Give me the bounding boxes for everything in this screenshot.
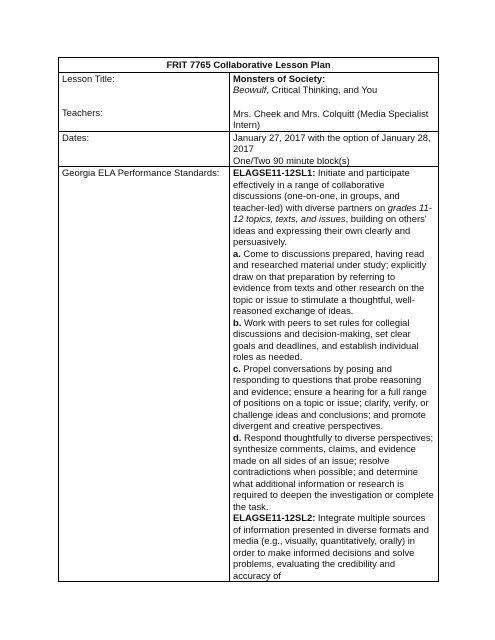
- lesson-title-value: Monsters of Society:: [233, 72, 326, 84]
- lesson-plan-table: [58, 57, 439, 582]
- standard-item: [233, 432, 435, 513]
- standards-value-cell: [230, 167, 439, 582]
- dates-line-2: One/Two 90 minute block(s): [233, 154, 350, 166]
- standards-label: Georgia ELA Performance Standards:: [59, 167, 230, 582]
- standard-item: [233, 317, 435, 363]
- lesson-subtitle: [233, 84, 435, 96]
- lesson-title-label: Lesson Title:: [62, 72, 115, 84]
- standard-sl1: [233, 167, 435, 248]
- teachers-value: Mrs. Cheek and Mrs. Colquitt (Media Specialist Intern): [233, 107, 429, 130]
- lesson-title-value-cell: [230, 72, 439, 131]
- dates-label: Dates:: [59, 131, 230, 167]
- title-row: [59, 58, 439, 73]
- lesson-subtitle-rest: , Critical Thinking, and You: [266, 84, 378, 95]
- dates-row: [59, 131, 439, 167]
- lesson-title-row: [59, 72, 439, 131]
- standard-item-text: Respond thoughtfully to diverse perspectives; synthesize comments, claims, and evidence made on all sides of an issue; resolve contradictions when possible; and determine what additional information or research is required to deepen the investigation or complete the task.: [233, 431, 434, 512]
- standard-sl1-text-italic: grades 11-12 topics, texts, and issues: [233, 201, 432, 224]
- standard-item-text: Propel conversations by posing and responding to questions that probe reasoning and evidence; ensure a hearing for a full range of positions on a topic or issue; clarify, verify, or challenge ideas and conclusions; and promote divergent and creative perspectives.: [233, 362, 429, 431]
- standards-row: [59, 167, 439, 582]
- standard-sl1-text-a: Initiate and participate effectively in a range of collaborative discussions (one-on-one, in groups, and teacher-led) with diverse partners on: [233, 167, 410, 213]
- standard-item-letter: b.: [233, 316, 242, 328]
- standard-item: [233, 248, 435, 317]
- standard-sl2: [233, 512, 435, 581]
- lesson-work-title: Beowulf: [233, 84, 267, 95]
- table-title: FRIT 7765 Collaborative Lesson Plan: [59, 58, 439, 73]
- standard-sl2-code: ELAGSE11-12SL2:: [233, 512, 316, 523]
- standard-item: [233, 363, 435, 432]
- standard-sl1-code: ELAGSE11-12SL1:: [233, 167, 316, 178]
- standard-item-letter: c.: [233, 362, 241, 374]
- standard-sl2-text: Integrate multiple sources of information presented in diverse formats and media (e.g., visually, quantitatively, orally) in order to make informed decisions and solve problems, evaluating the credibility and accuracy of: [233, 512, 429, 581]
- standard-sl1-text-b: , building on others' ideas and expressing their own clearly and persuasively.: [233, 213, 427, 247]
- dates-value-cell: [230, 131, 439, 167]
- standard-item-letter: d.: [233, 431, 242, 443]
- dates-line-1: January 27, 2017 with the option of January 28, 2017: [233, 131, 431, 154]
- standard-item-letter: a.: [233, 247, 241, 259]
- standard-item-text: Come to discussions prepared, having read and researched material under study; explicitly draw on that preparation by referring to evidence from texts and other research on the topic or issue to stimulate a thoughtful, well-reasoned exchange of ideas.: [233, 247, 427, 316]
- teachers-label: Teachers:: [62, 107, 103, 118]
- standard-item-text: Work with peers to set rules for collegial discussions and decision-making, set clear goals and deadlines, and establish individual roles as needed.: [233, 316, 419, 362]
- lesson-title-label-cell: [59, 72, 230, 131]
